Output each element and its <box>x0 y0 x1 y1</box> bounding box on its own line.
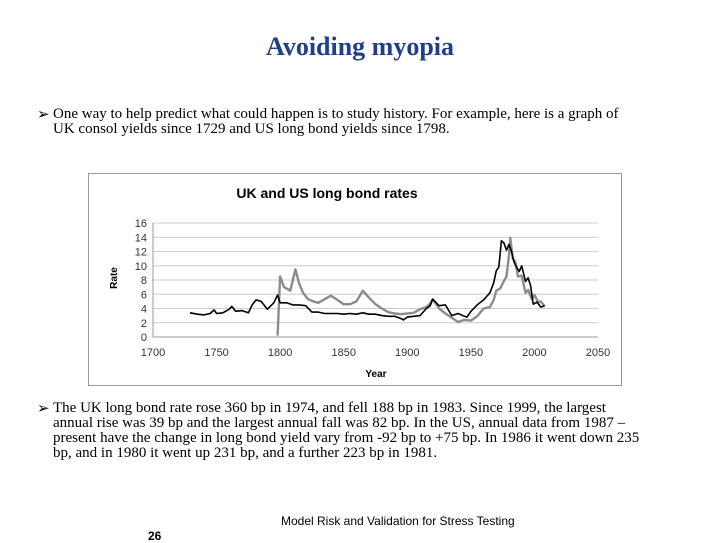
chart-frame <box>88 173 622 386</box>
arrow-bullet-icon: ➢ <box>37 399 50 417</box>
y-tick-label: 16 <box>134 218 147 230</box>
page-number: 26 <box>148 529 162 543</box>
x-tick-label: 1850 <box>331 347 356 359</box>
bullet-rate-changes-line: annual rise was 39 bp and the largest annual fall was 82 bp. In the US, annual data from 1987 – <box>53 415 626 431</box>
bullet-rate-changes-line: The UK long bond rate rose 360 bp in 1974, and fell 188 bp in 1983. Since 1999, the largest <box>53 400 606 416</box>
x-tick-label: 1800 <box>267 347 293 359</box>
bullet-rate-changes-line: bp, and in 1980 it went up 231 bp, and a further 223 bp in 1981. <box>53 445 438 461</box>
x-axis-label: Year <box>365 369 387 380</box>
x-tick-label: 1900 <box>395 347 420 359</box>
series-line-us <box>278 238 545 336</box>
slide-title: Avoiding myopia <box>265 32 455 61</box>
x-tick-label: 1750 <box>204 347 229 359</box>
bullet-rate-changes-text <box>53 401 639 461</box>
x-tick-label: 2050 <box>585 347 611 359</box>
y-tick-label: 6 <box>140 289 147 302</box>
bond-rates-chart <box>89 174 621 385</box>
bullet-history-line: One way to help predict what could happen is to study history. For example, here is a graph of <box>53 106 619 122</box>
bullet-history-line: UK consol yields since 1729 and US long bond yields since 1798. <box>53 121 450 137</box>
y-tick-label: 14 <box>134 232 147 245</box>
y-tick-label: 12 <box>134 246 147 259</box>
chart-series <box>190 238 545 336</box>
bullet-history-text <box>53 107 619 137</box>
y-tick-label: 10 <box>134 260 147 273</box>
y-axis-ticks <box>135 218 147 344</box>
y-tick-label: 4 <box>140 303 147 316</box>
x-tick-label: 1700 <box>140 347 166 359</box>
chart-title: UK and US long bond rates <box>236 185 418 201</box>
y-axis-label: Rate <box>109 267 120 289</box>
y-tick-label: 0 <box>140 332 147 344</box>
footer-text: Model Risk and Validation for Stress Testing <box>281 514 515 528</box>
x-tick-label: 1950 <box>458 347 484 359</box>
x-axis-ticks <box>141 347 610 359</box>
y-tick-label: 8 <box>140 275 147 287</box>
x-tick-label: 2000 <box>522 347 547 359</box>
chart-grid <box>153 223 598 337</box>
bullet-rate-changes-line: present have the change in long bond yield vary from -92 bp to +75 bp. In 1986 it went down 235 <box>53 430 640 446</box>
arrow-bullet-icon: ➢ <box>37 105 50 123</box>
y-tick-label: 2 <box>140 317 147 330</box>
